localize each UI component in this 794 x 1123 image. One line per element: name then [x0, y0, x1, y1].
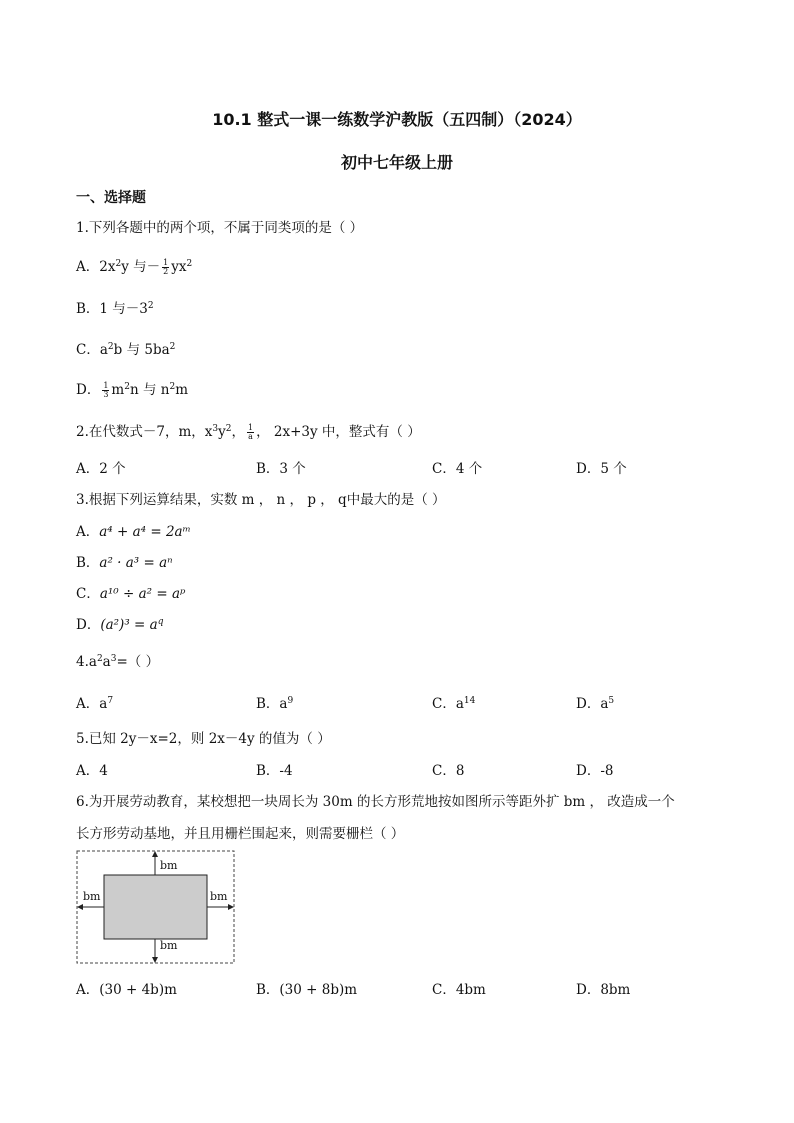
fraction: $\frac{1}{2}$ [163, 258, 169, 276]
q3-option-b: B．a² · a³ = aⁿ [76, 555, 173, 571]
q4-option-a: A．$a^7$ [76, 696, 114, 712]
q5-option-b: B．-4 [256, 763, 293, 779]
q3-option-d: D．$(a^2)^3 = a^q$ [76, 617, 164, 633]
document-title: 10.1 整式一课一练数学沪教版（五四制）（2024） [212, 110, 582, 129]
q5-stem: 5.已知 2y－x=2，则 2x－4y 的值为（ ） [76, 731, 331, 747]
q5-option-d: D．-8 [576, 763, 614, 779]
q5-option-c: C．8 [432, 763, 465, 779]
q6-figure [76, 850, 236, 965]
q6-option-b: B．(30 + 8b)m [256, 982, 358, 998]
q2-option-d: D．5 个 [576, 461, 627, 477]
q4-option-d: D．$a^5$ [576, 696, 615, 712]
q6-option-d: D．8bm [576, 982, 631, 998]
q5-option-a: A．4 [76, 763, 108, 779]
q4-option-c: C．$a^{14}$ [432, 696, 476, 712]
q2-option-b: B．3 个 [256, 461, 306, 477]
q6-stem-line1: 6.为开展劳动教育，某校想把一块周长为 30m 的长方形荒地按如图所示等距外扩 bm ， 改造成一个 [76, 794, 675, 810]
document-subtitle: 初中七年级上册 [340, 153, 453, 172]
label-top: bm [160, 859, 178, 872]
label-right: bm [210, 890, 228, 903]
fraction: $\frac{1}{a}$ [248, 423, 254, 441]
q6-stem-line2: 长方形劳动基地，并且用栅栏围起来，则需要栅栏（ ） [76, 826, 405, 842]
q1-option-c: C．$a^2b$ 与 $5ba^2$ [76, 342, 176, 358]
q3-option-c: C．a¹⁰ ÷ a² = aᵖ [76, 586, 186, 602]
q2-stem: 2.在代数式－7，m，$x^3y^2$， $\frac{1}{a}$ ， 2x+3y 中，整式有（ ） [76, 423, 421, 441]
q2-option-a: A．2 个 [76, 461, 126, 477]
q1-option-a: A．$2x^2y$ 与－ $\frac{1}{2}$ $yx^2$ [76, 258, 193, 276]
q1-stem: 1.下列各题中的两个项，不属于同类项的是（ ） [76, 220, 364, 236]
label-bottom: bm [160, 939, 178, 952]
q4-stem: $4.a^2a^3=$（ ） [76, 654, 160, 670]
q1-option-d: D． $\frac{1}{3}$ $m^2n$ 与 $n^2m$ [76, 381, 188, 399]
q3-stem: 3.根据下列运算结果，实数 m ， n ， p ， q中最大的是（ ） [76, 492, 446, 508]
q1-option-b: B．1 与$-3^2$ [76, 301, 154, 317]
q2-option-c: C．4 个 [432, 461, 483, 477]
fraction: $\frac{1}{3}$ [103, 381, 109, 399]
q4-option-b: B．$a^9$ [256, 696, 294, 712]
inner-rect [104, 875, 207, 939]
q6-option-a: A．(30 + 4b)m [76, 982, 177, 998]
label-left: bm [83, 890, 101, 903]
q6-option-c: C．4bm [432, 982, 486, 998]
section-heading: 一、选择题 [76, 190, 146, 206]
q3-option-a: A．a⁴ + a⁴ = 2aᵐ [76, 524, 191, 540]
expansion-diagram [76, 850, 236, 965]
